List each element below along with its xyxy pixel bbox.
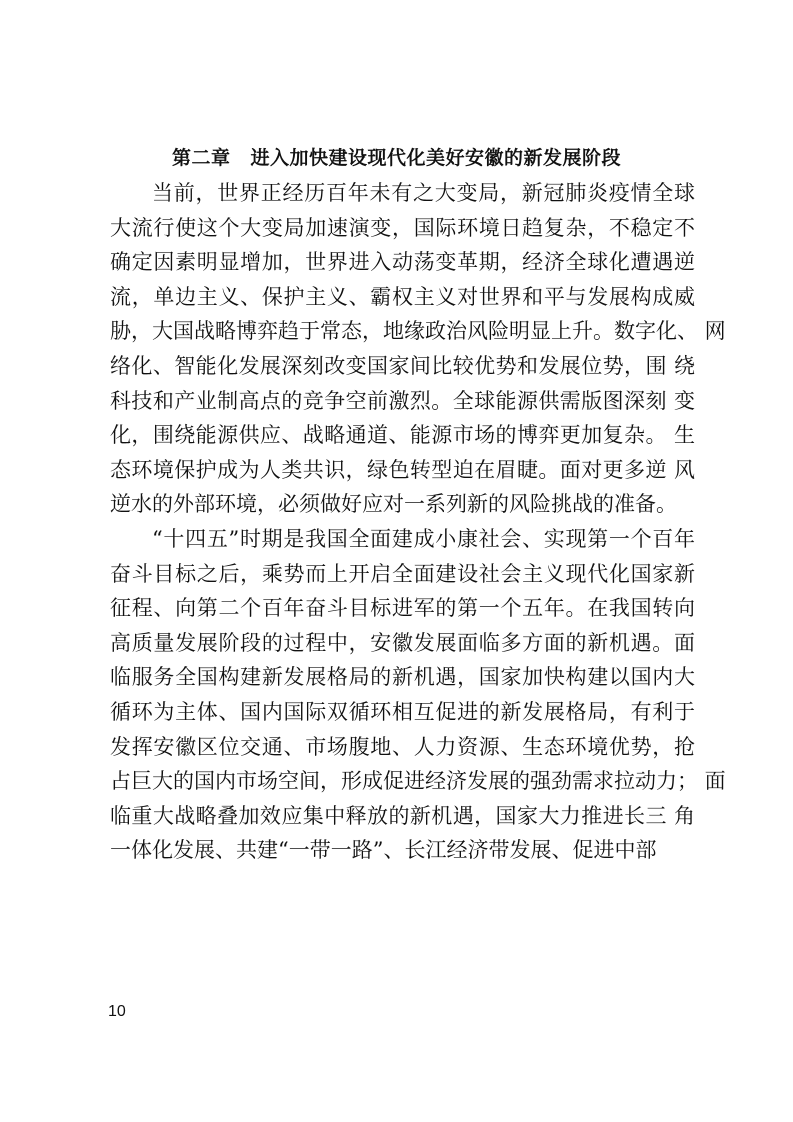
text-line: 态环境保护成为人类共识，绿色转型迫在眉睫。面对更多逆 风 bbox=[110, 457, 695, 482]
text-line: 络化、智能化发展深刻改变国家间比较优势和发展位势，围 绕 bbox=[110, 353, 695, 378]
text-line: 高质量发展阶段的过程中，安徽发展面临多方面的新机遇。面 bbox=[110, 630, 695, 655]
page-number: 10 bbox=[108, 1003, 126, 1020]
text-line: 临重大战略叠加效应集中释放的新机遇，国家大力推进长三 角 bbox=[110, 803, 695, 828]
chapter-number: 第二章 bbox=[171, 147, 231, 169]
text-line: 大流行使这个大变局加速演变，国际环境日趋复杂，不稳定不 bbox=[110, 215, 695, 240]
chapter-heading bbox=[0, 145, 793, 171]
text-line: 一体化发展、共建“一带一路”、长江经济带发展、促进中部 bbox=[110, 838, 657, 863]
text-line: 胁，大国战略博弈趋于常态，地缘政治风险明显上升。数字化、 网 bbox=[110, 319, 726, 344]
text-line: 化，围绕能源供应、战略通道、能源市场的博弈更加复杂。 生 bbox=[110, 423, 695, 448]
text-line: 奋斗目标之后，乘势而上开启全面建设社会主义现代化国家新 bbox=[110, 561, 695, 586]
text-line: 临服务全国构建新发展格局的新机遇，国家加快构建以国内大 bbox=[110, 665, 695, 690]
text-line: 征程、向第二个百年奋斗目标进军的第一个五年。在我国转向 bbox=[110, 596, 695, 621]
text-line: “十四五”时期是我国全面建成小康社会、实现第一个百年 bbox=[152, 526, 695, 551]
text-line: 逆水的外部环境，必须做好应对一系列新的风险挑战的准备。 bbox=[110, 492, 677, 517]
chapter-title-text: 进入加快建设现代化美好安徽的新发展阶段 bbox=[250, 147, 622, 169]
body-text bbox=[110, 176, 726, 868]
text-line: 当前，世界正经历百年未有之大变局，新冠肺炎疫情全球 bbox=[152, 181, 695, 205]
text-line: 占巨大的国内市场空间，形成促进经济发展的强劲需求拉动力； 面 bbox=[110, 769, 726, 794]
text-line: 发挥安徽区位交通、市场腹地、人力资源、生态环境优势，抢 bbox=[110, 734, 695, 759]
text-line: 确定因素明显增加，世界进入动荡变革期，经济全球化遭遇逆 bbox=[110, 250, 695, 275]
text-line: 流，单边主义、保护主义、霸权主义对世界和平与发展构成威 bbox=[110, 284, 695, 309]
text-line: 科技和产业制高点的竞争空前激烈。全球能源供需版图深刻 变 bbox=[110, 388, 695, 413]
paragraph-1 bbox=[110, 176, 726, 522]
paragraph-2 bbox=[110, 522, 726, 868]
text-line: 循环为主体、国内国际双循环相互促进的新发展格局，有利于 bbox=[110, 699, 695, 724]
